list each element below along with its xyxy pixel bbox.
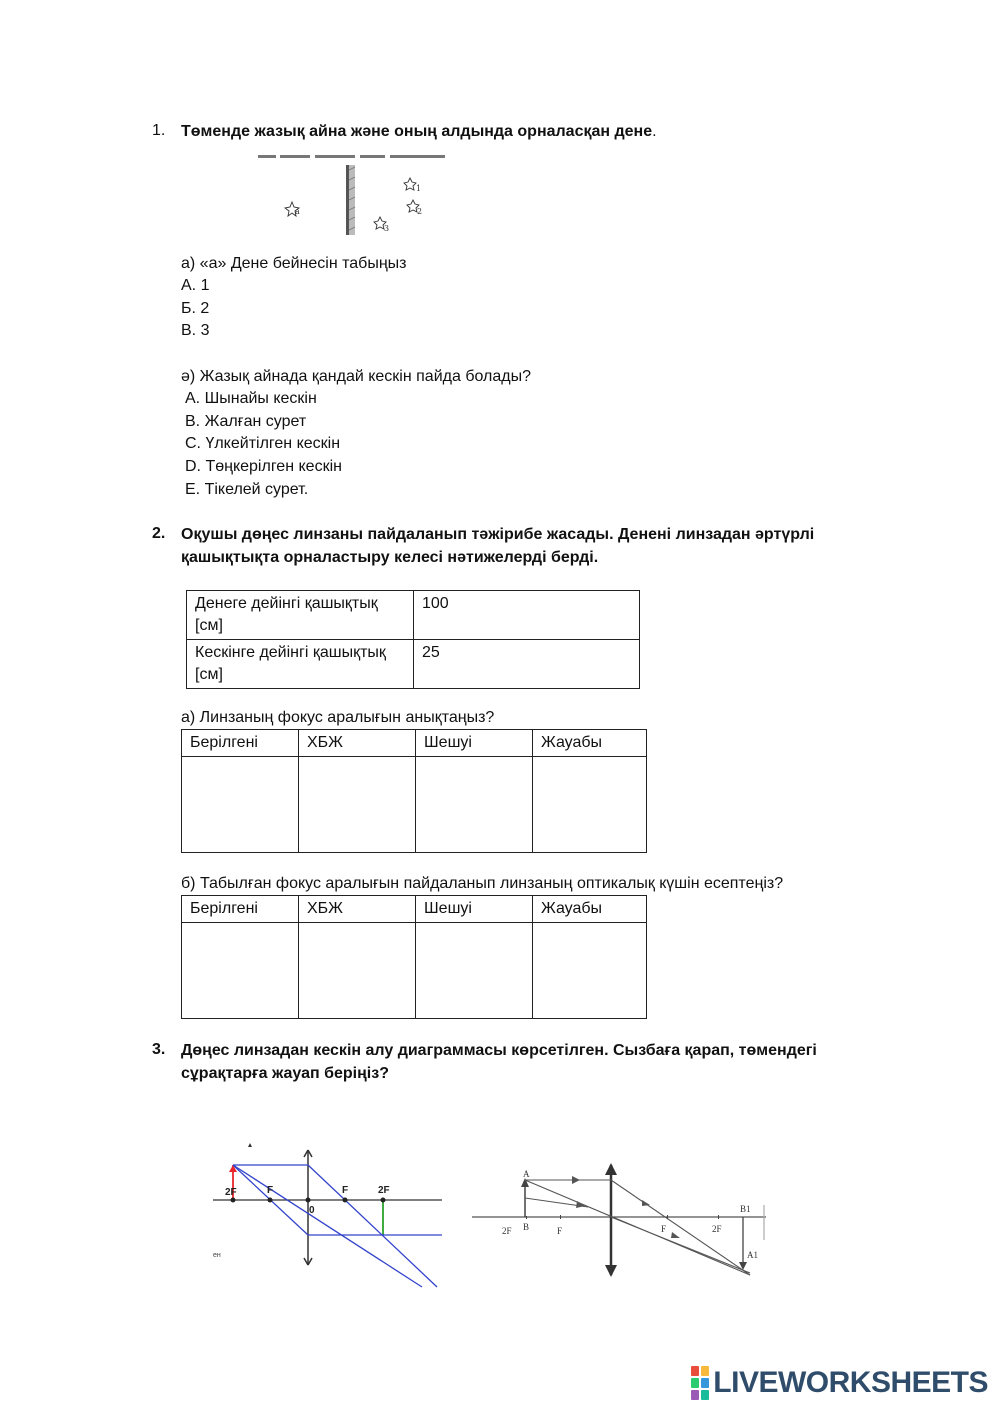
logo-block-2 bbox=[701, 1366, 709, 1376]
header-si: ХБЖ bbox=[299, 896, 416, 923]
answer-cell-given[interactable] bbox=[182, 923, 299, 1019]
table-header-row bbox=[182, 730, 647, 757]
object-a bbox=[285, 202, 300, 216]
logo-block-3 bbox=[691, 1378, 699, 1388]
label-corner: ен bbox=[213, 1252, 221, 1259]
image-2-label: 2 bbox=[417, 207, 423, 216]
header-answer: Жауабы bbox=[533, 896, 647, 923]
answer-row bbox=[182, 757, 647, 853]
question-1b-option[interactable]: A. Шынайы кескін bbox=[185, 390, 317, 407]
question-1-title-text: Төменде жазық айна және оның алдында орналасқан дене bbox=[181, 123, 653, 140]
logo-text: LIVEWORKSHEETS bbox=[713, 1366, 988, 1399]
label-f-left: F bbox=[267, 1185, 274, 1196]
question-1b-option[interactable]: C. Үлкейтілген кескін bbox=[185, 435, 341, 452]
logo-block-6 bbox=[701, 1390, 709, 1400]
image-1-label: 1 bbox=[416, 184, 422, 193]
question-1a-text: а) «а» Дене бейнесін табыңыз bbox=[181, 255, 407, 272]
lens-data-table bbox=[186, 590, 640, 689]
answer-cell-solution[interactable] bbox=[416, 757, 533, 853]
label-f-right: F bbox=[661, 1224, 667, 1234]
question-2a-text: а) Линзаның фокус аралығын анықтаңыз? bbox=[181, 709, 495, 726]
header-si: ХБЖ bbox=[299, 730, 416, 757]
header-solution: Шешуі bbox=[416, 730, 533, 757]
lens-diagram-2 bbox=[470, 1160, 770, 1285]
plane-mirror bbox=[346, 165, 355, 235]
question-1a-option[interactable]: В. 3 bbox=[181, 322, 210, 339]
blue-rays bbox=[233, 1165, 442, 1287]
answer-table-2b bbox=[181, 895, 647, 1019]
header-solution: Шешуі bbox=[416, 896, 533, 923]
question-3-number: 3. bbox=[152, 1041, 166, 1058]
label-2f-left: 2F bbox=[502, 1226, 512, 1236]
table-row bbox=[187, 640, 640, 689]
table-cell-label: Кескінге дейінгі қашықтық [см] bbox=[187, 640, 414, 689]
object-a-label: a bbox=[295, 207, 300, 216]
label-a: A bbox=[523, 1169, 530, 1179]
question-3-title: Дөңес линзадан кескін алу диаграммасы көрсетілген. Сызбаға қарап, төмендегі сұрақтарға жауап беріңіз? bbox=[181, 1042, 817, 1082]
image-3-label: 3 bbox=[384, 224, 390, 233]
cropped-text-residue bbox=[258, 155, 445, 158]
logo-icon bbox=[691, 1366, 709, 1400]
question-1-title bbox=[181, 120, 657, 143]
table-cell-label: Денеге дейінгі қашықтық [см] bbox=[187, 591, 414, 640]
answer-cell-si[interactable] bbox=[299, 923, 416, 1019]
label-b: B bbox=[523, 1222, 530, 1232]
question-2-title: Оқушы дөңес линзаны пайдаланып тәжірибе жасады. Денені линзадан әртүрлі қашықтықта орналастыру келесі нәтижелерді берді. bbox=[181, 526, 815, 566]
question-2b-text: б) Табылған фокус аралығын пайдаланып линзаның оптикалық күшін есептеңіз? bbox=[181, 875, 784, 892]
label-origin: 0 bbox=[309, 1205, 315, 1216]
header-given: Берілгені bbox=[182, 896, 299, 923]
table-header-row bbox=[182, 896, 647, 923]
question-1a-option[interactable]: Б. 2 bbox=[181, 300, 210, 317]
question-1b-option[interactable]: B. Жалған сурет bbox=[185, 413, 307, 430]
liveworksheets-logo bbox=[691, 1366, 988, 1400]
image-option-2 bbox=[407, 200, 422, 216]
label-2f-left: 2F bbox=[225, 1187, 237, 1198]
answer-table-2a bbox=[181, 729, 647, 853]
table-cell-value: 25 bbox=[414, 640, 640, 689]
header-answer: Жауабы bbox=[533, 730, 647, 757]
image-option-3 bbox=[374, 217, 389, 233]
answer-cell-answer[interactable] bbox=[533, 923, 647, 1019]
table-cell-value: 100 bbox=[414, 591, 640, 640]
question-1-number: 1. bbox=[152, 122, 166, 139]
logo-block-4 bbox=[701, 1378, 709, 1388]
label-2f-right: 2F bbox=[712, 1224, 722, 1234]
label-2f-right: 2F bbox=[378, 1185, 390, 1196]
label-f-left: F bbox=[557, 1226, 563, 1236]
question-2-number: 2. bbox=[152, 525, 166, 542]
label-a1: A1 bbox=[747, 1250, 758, 1260]
label-f-right: F bbox=[342, 1185, 349, 1196]
table-row bbox=[187, 591, 640, 640]
logo-block-5 bbox=[691, 1390, 699, 1400]
label-b1: B1 bbox=[740, 1204, 751, 1214]
mirror-figure bbox=[255, 150, 455, 240]
logo-block-1 bbox=[691, 1366, 699, 1376]
answer-cell-answer[interactable] bbox=[533, 757, 647, 853]
question-1b-option[interactable]: D. Төңкерілген кескін bbox=[185, 458, 342, 475]
question-1a-option[interactable]: А. 1 bbox=[181, 277, 210, 294]
answer-cell-given[interactable] bbox=[182, 757, 299, 853]
header-given: Берілгені bbox=[182, 730, 299, 757]
answer-row bbox=[182, 923, 647, 1019]
question-1-title-end: . bbox=[652, 123, 657, 140]
lens-diagram-1 bbox=[205, 1135, 450, 1295]
question-1b-text: ә) Жазық айнада қандай кескін пайда болады? bbox=[181, 368, 531, 385]
image-option-1 bbox=[404, 178, 421, 193]
answer-cell-si[interactable] bbox=[299, 757, 416, 853]
answer-cell-solution[interactable] bbox=[416, 923, 533, 1019]
question-1b-option[interactable]: E. Тікелей сурет. bbox=[185, 481, 309, 498]
